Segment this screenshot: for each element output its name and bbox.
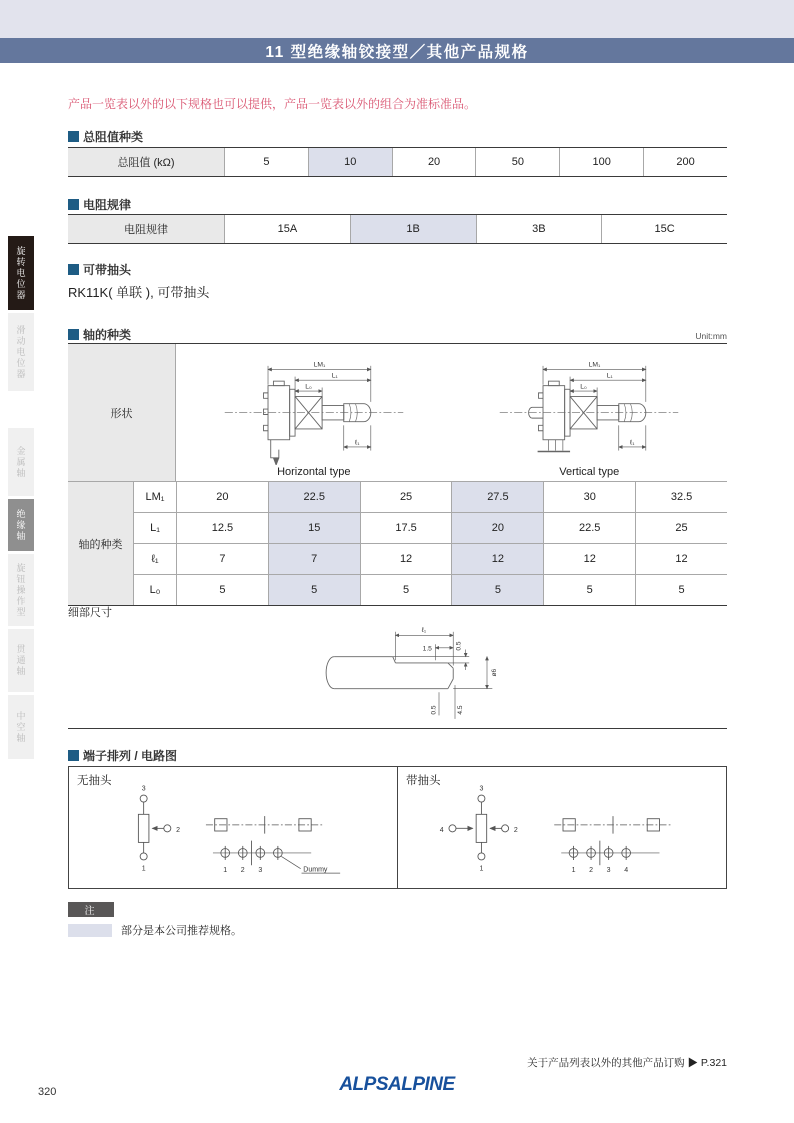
value-cell: 20 [392, 148, 476, 176]
horizontal-type-figure [176, 344, 452, 481]
value-cell-highlighted: 5 [268, 575, 360, 605]
highlight-swatch [68, 924, 112, 937]
section-marker-icon [68, 264, 79, 275]
value-cell-highlighted: 22.5 [268, 482, 360, 512]
table-row [133, 575, 727, 605]
section-title-terminals: 端子排列 / 电路图 [68, 747, 177, 764]
row-label: LM₁ [133, 482, 176, 512]
dim-label-l0: L₀ [305, 383, 312, 391]
sidebar-item-rotary-pot: 旋转电位器 [8, 236, 34, 310]
pin-label: 3 [258, 867, 263, 875]
dim-label-el1: ℓ₁ [354, 439, 360, 447]
dim-label-l1: L₁ [606, 372, 614, 380]
value-cell: 12 [543, 544, 635, 574]
terminal-1-label: 1 [141, 865, 146, 873]
detail-drawing [290, 614, 540, 731]
value-cell: 5 [224, 148, 308, 176]
value-cell: 20 [176, 482, 268, 512]
value-cell-highlighted: 5 [451, 575, 543, 605]
with-tap-panel [397, 767, 726, 888]
value-cell: 30 [543, 482, 635, 512]
vertical-type-figure [452, 344, 728, 481]
figure-caption: Horizontal type [277, 466, 351, 478]
dim-label-0-5-bottom: 0.5 [430, 705, 438, 715]
terminal-1-label: 1 [479, 865, 484, 873]
figure-caption: Vertical type [559, 466, 620, 478]
dim-label-1-5: 1.5 [422, 645, 432, 653]
terminal-3-label: 3 [479, 785, 484, 793]
pin-label: 1 [571, 867, 576, 875]
title-bar [0, 38, 794, 63]
value-cell: 200 [643, 148, 727, 176]
note-text: 部分是本公司推荐规格。 [121, 925, 242, 937]
dim-label-el1: ℓ₁ [421, 626, 427, 634]
intro-text: 产品一览表以外的以下规格也可以提供，产品一览表以外的组合为准标准品。 [68, 97, 477, 111]
value-cell-highlighted: 1B [350, 215, 476, 243]
no-tap-panel [69, 767, 397, 888]
total-resistance-table [68, 147, 727, 177]
terminal-2-label: 2 [513, 826, 518, 834]
panel-label: 带抽头 [406, 775, 441, 787]
horizontal-type-drawing [209, 355, 419, 465]
dim-label-l0: L₀ [580, 383, 588, 391]
pin-label: 1 [223, 867, 228, 875]
value-cell: 25 [635, 513, 727, 543]
terminal-3-label: 3 [141, 785, 146, 793]
value-cell-highlighted: 27.5 [451, 482, 543, 512]
row-label: 电阻规律 [68, 215, 224, 243]
shape-row-label: 形状 [68, 344, 175, 481]
pin-label: 2 [589, 867, 594, 875]
value-cell-highlighted: 20 [451, 513, 543, 543]
vertical-type-drawing [484, 355, 694, 465]
dim-label-lm1: LM₁ [313, 361, 325, 369]
dim-label-lm1: LM₁ [588, 361, 601, 369]
value-cell-highlighted: 7 [268, 544, 360, 574]
panel-label: 无抽头 [77, 775, 112, 787]
value-cell: 17.5 [360, 513, 452, 543]
value-cell-highlighted: 12 [451, 544, 543, 574]
sidebar-item-hollow-shaft: 中空轴 [8, 695, 34, 759]
with-tap-circuit [403, 781, 723, 881]
sidebar-item-metal-shaft: 金属轴 [8, 428, 34, 496]
value-cell: 25 [360, 482, 452, 512]
dim-label-el1: ℓ₁ [630, 439, 635, 447]
dim-label-4-5: 4.5 [457, 705, 465, 715]
section-marker-icon [68, 131, 79, 142]
top-band [0, 0, 794, 38]
row-label: 总阻值 (kΩ) [68, 148, 224, 176]
value-cell: 12.5 [176, 513, 268, 543]
row-label: L₀ [133, 575, 176, 605]
value-cell: 5 [543, 575, 635, 605]
table-row [133, 482, 727, 513]
value-cell: 5 [360, 575, 452, 605]
terminal-diagram-box [68, 766, 727, 889]
value-cell-highlighted: 15 [268, 513, 360, 543]
footer-page-ref[interactable]: 关于产品列表以外的其他产品订购 ▶ P.321 [527, 1057, 727, 1069]
section-marker-icon [68, 329, 79, 340]
note-legend [68, 922, 242, 938]
no-tap-circuit [74, 781, 394, 881]
value-cell-highlighted: 10 [308, 148, 392, 176]
value-cell: 12 [635, 544, 727, 574]
unit-label: Unit:mm [695, 331, 727, 341]
tap-description: RK11K( 单联 ), 可带抽头 [68, 285, 210, 300]
pin-label: 4 [624, 867, 629, 875]
shaft-table [68, 343, 727, 606]
section-title-tap: 可带抽头 [68, 261, 131, 278]
section-title-total-resistance: 总阻值种类 [68, 128, 143, 145]
section-marker-icon [68, 750, 79, 761]
sidebar-item-slide-pot: 滑动电位器 [8, 313, 34, 391]
value-cell: 7 [176, 544, 268, 574]
terminal-2-label: 2 [176, 826, 181, 834]
value-cell: 15A [224, 215, 350, 243]
value-cell: 50 [475, 148, 559, 176]
dim-label-l1: L₁ [331, 372, 338, 380]
value-cell: 3B [476, 215, 602, 243]
dim-label-dia6: ø6 [490, 668, 498, 677]
dummy-label: Dummy [303, 866, 328, 874]
table-row [133, 544, 727, 575]
value-cell: 32.5 [635, 482, 727, 512]
value-cell: 15C [601, 215, 727, 243]
value-cell: 22.5 [543, 513, 635, 543]
value-cell: 100 [559, 148, 643, 176]
note-badge: 注 [68, 902, 114, 917]
page-number: 320 [38, 1086, 57, 1098]
value-cell: 12 [360, 544, 452, 574]
row-label: ℓ₁ [133, 544, 176, 574]
shaft-rows-label: 轴的种类 [68, 482, 133, 605]
sidebar-item-insulated-shaft: 绝缘轴 [8, 499, 34, 551]
section-title-taper: 电阻规律 [68, 196, 131, 213]
section-title-shaft-types: 轴的种类 [68, 326, 131, 343]
pin-label: 2 [240, 867, 245, 875]
pin-label: 3 [606, 867, 611, 875]
value-cell: 5 [635, 575, 727, 605]
page-title: 11 型绝缘轴铰接型／其他产品规格 [265, 43, 529, 61]
table-row [133, 513, 727, 544]
row-label: L₁ [133, 513, 176, 543]
section-marker-icon [68, 199, 79, 210]
sidebar-item-knob-type: 旋钮操作型 [8, 554, 34, 626]
detail-dimensions-label: 细部尺寸 [68, 607, 112, 619]
terminal-4-label: 4 [439, 826, 444, 834]
section-divider [68, 728, 727, 729]
sidebar-item-through-shaft: 贯通轴 [8, 629, 34, 692]
dim-label-0-5-top: 0.5 [455, 641, 463, 651]
value-cell: 5 [176, 575, 268, 605]
taper-table [68, 214, 727, 244]
brand-logo: ALPSALPINE [339, 1074, 455, 1095]
